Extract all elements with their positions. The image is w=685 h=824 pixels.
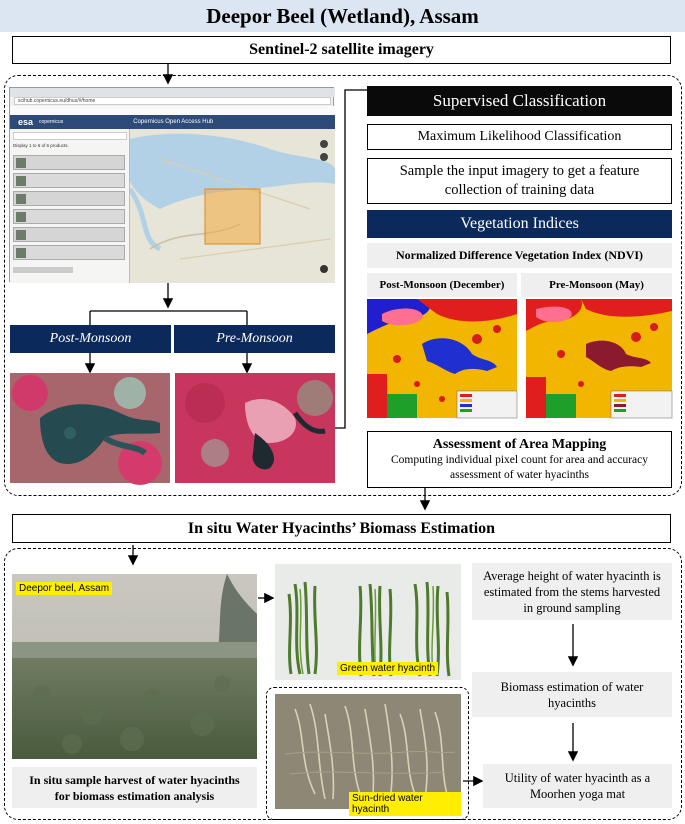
ndvi-post-monsoon-map bbox=[367, 299, 517, 418]
app-header bbox=[10, 115, 335, 129]
vegetation-indices-header: Vegetation Indices bbox=[367, 210, 672, 238]
product-row[interactable] bbox=[13, 173, 125, 188]
results-panel bbox=[10, 129, 130, 283]
product-thumbnail bbox=[16, 176, 26, 186]
bookmarks-bar bbox=[10, 106, 335, 115]
product-thumbnail bbox=[16, 248, 26, 258]
insitu-title-box: In situ Water Hyacinths’ Biomass Estimation bbox=[12, 514, 671, 543]
page-title: Deepor Beel (Wetland), Assam bbox=[0, 0, 685, 32]
product-row[interactable] bbox=[13, 209, 125, 224]
pre-monsoon-header: Pre-Monsoon bbox=[174, 325, 335, 353]
product-row[interactable] bbox=[13, 155, 125, 170]
step-average-height: Average height of water hyacinth is estimated from the stems harvested in ground sampling bbox=[472, 563, 672, 620]
copernicus-logo: copernicus bbox=[39, 119, 64, 125]
post-monsoon-header: Post-Monsoon bbox=[10, 325, 171, 353]
deepor-beel-label: Deepor beel, Assam bbox=[16, 582, 112, 595]
product-thumbnail bbox=[16, 230, 26, 240]
deepor-beel-photo bbox=[12, 574, 257, 759]
product-row[interactable] bbox=[13, 191, 125, 206]
dried-hyacinth-photo bbox=[275, 694, 461, 815]
ndvi-pre-monsoon-map bbox=[526, 299, 672, 418]
dried-hyacinth-label: Sun-dried water hyacinth bbox=[349, 792, 461, 816]
post-monsoon-satellite-image bbox=[10, 373, 170, 483]
ndvi-label: Normalized Difference Vegetation Index (NDVI) bbox=[367, 243, 672, 268]
pagination[interactable] bbox=[13, 267, 73, 273]
browser-url-bar[interactable]: scihub.copernicus.eu/dhus/#/home bbox=[14, 97, 331, 105]
sentinel-box: Sentinel-2 satellite imagery bbox=[12, 36, 671, 64]
map-view[interactable] bbox=[10, 129, 335, 283]
step-yoga-mat-utility: Utility of water hyacinth as a Moorhen yoga mat bbox=[483, 764, 672, 808]
assessment-title: Assessment of Area Mapping bbox=[432, 436, 607, 452]
green-hyacinth-label: Green water hyacinth bbox=[337, 662, 438, 675]
ndvi-post-monsoon-title: Post-Monsoon (December) bbox=[367, 273, 517, 297]
green-hyacinth-photo bbox=[275, 564, 461, 680]
pre-monsoon-satellite-image bbox=[175, 373, 335, 483]
copernicus-screenshot bbox=[9, 87, 334, 282]
product-row[interactable] bbox=[13, 227, 125, 242]
esa-logo: esa bbox=[18, 117, 34, 127]
product-thumbnail bbox=[16, 194, 26, 204]
results-count: Display 1 to 6 of 6 products. bbox=[13, 143, 69, 148]
ndvi-pre-monsoon-title: Pre-Monsoon (May) bbox=[521, 273, 672, 297]
assessment-box bbox=[367, 431, 672, 488]
product-row[interactable] bbox=[13, 245, 125, 260]
supervised-classification-header: Supervised Classification bbox=[367, 86, 672, 116]
maximum-likelihood-box: Maximum Likelihood Classification bbox=[367, 124, 672, 150]
product-thumbnail bbox=[16, 212, 26, 222]
browser-tab-strip bbox=[10, 88, 335, 97]
assessment-description: Computing individual pixel count for area and accuracy assessment of water hyacinths bbox=[390, 453, 649, 481]
harvest-caption: In situ sample harvest of water hyacinths for biomass estimation analysis bbox=[12, 767, 257, 808]
app-title: Copernicus Open Access Hub bbox=[133, 119, 214, 125]
product-thumbnail bbox=[16, 158, 26, 168]
search-input[interactable] bbox=[13, 132, 127, 140]
step-biomass-estimation: Biomass estimation of water hyacinths bbox=[472, 672, 672, 717]
sample-imagery-box: Sample the input imagery to get a feature collection of training data bbox=[367, 158, 672, 204]
